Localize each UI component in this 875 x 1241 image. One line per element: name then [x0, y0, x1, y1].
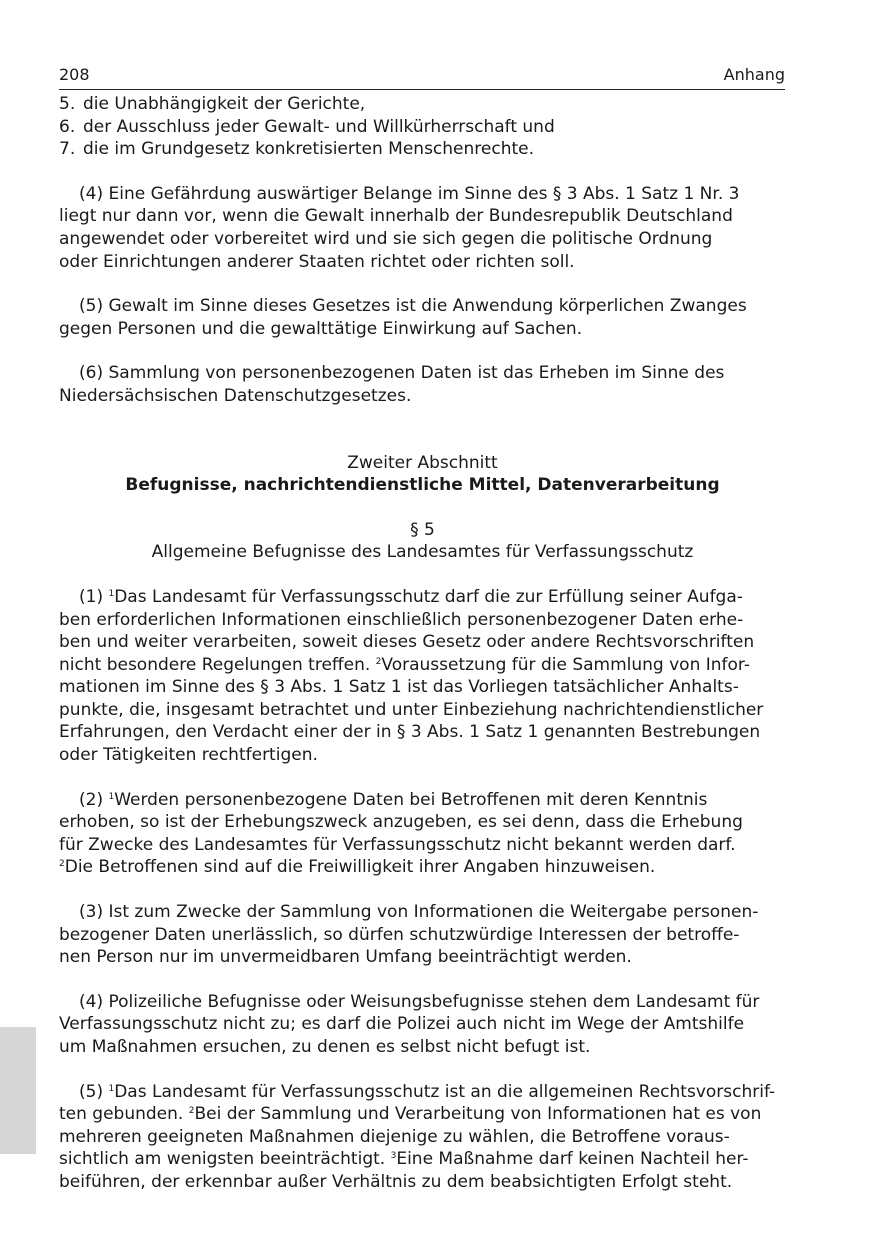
- section5-paragraph-2: (2) $^1$Werden personenbezogene Daten bei Betroffenen mit deren Kenntnis erhoben, so ist der Erhebungszweck anzugeben, es sei denn, dass die Erhebung für Zwecke des Landesamtes für Verfassungsschutz nicht bekannt werden darf. $^2$Die Betroffenen sind auf die Freiwilligkeit ihrer Angaben hinzuweisen.: [59, 789, 743, 878]
- thumb-index-tab: [0, 1027, 36, 1154]
- list-item: 5. die Unabhängigkeit der Gerichte,: [59, 94, 366, 114]
- paragraph-6: (6) Sammlung von personenbezogenen Daten ist das Erheben im Sinne des Niedersächsischen Datenschutzgesetzes.: [59, 363, 725, 406]
- list-item: 6. der Ausschluss jeder Gewalt- und Willkürherrschaft und: [59, 116, 555, 137]
- section5-paragraph-4: (4) Polizeiliche Befugnisse oder Weisungsbefugnisse stehen dem Landesamt für Verfassungsschutz nicht zu; es darf die Polizei auch nicht im Wege der Amtshilfe um Maßnahmen ersuchen, zu denen es selbst nicht befugt ist.: [59, 991, 760, 1057]
- page-body: [59, 93, 786, 1194]
- chapter-title: Befugnisse, nachrichtendienstliche Mittel, Datenverarbeitung: [125, 475, 720, 496]
- paragraph-5: (5) Gewalt im Sinne dieses Gesetzes ist die Anwendung körperlichen Zwanges gegen Personen und die gewalttätige Einwirkung auf Sachen.: [59, 296, 747, 339]
- chapter-label: Zweiter Abschnitt: [347, 452, 498, 473]
- list-item: 7. die im Grundgesetz konkretisierten Menschenrechte.: [59, 139, 535, 160]
- running-section-title: Anhang: [723, 65, 785, 84]
- running-header: [59, 65, 785, 90]
- paragraph-4: (4) Eine Gefährdung auswärtiger Belange im Sinne des § 3 Abs. 1 Satz 1 Nr. 3 liegt nur dann vor, wenn die Gewalt innerhalb der Bundesrepublik Deutschland angewendet oder vorbereitet wird und sie sich gegen die politische Ordnung oder Einrichtungen anderer Staaten richtet oder richten soll.: [59, 183, 740, 272]
- page-number: 208: [59, 65, 90, 84]
- numbered-list: [59, 93, 786, 161]
- section5-paragraph-1: (1) $^1$Das Landesamt für Verfassungsschutz darf die zur Erfüllung seiner Aufga- ben erforderlichen Informationen einschließlich personenbezogener Daten erhe- ben und weiter verarbeiten, soweit dieses Gesetz oder andere Rechtsvorschriften nicht besondere Regelungen treffen. $^2$Voraussetzung für die Sammlung von Infor- mationen im Sinne des § 3 Abs. 1 Satz 1 ist das Vorliegen tatsächlicher Anhalts- punkte, die, insgesamt betrachtet und unter Einbeziehung nachrichtendienstlicher Erfahrungen, den Verdacht einer der in § 3 Abs. 1 Satz 1 genannten Bestrebungen oder Tätigkeiten rechtfertigen.: [59, 586, 764, 766]
- section-title: Allgemeine Befugnisse des Landesamtes für Verfassungsschutz: [151, 542, 694, 563]
- section5-paragraph-3: (3) Ist zum Zwecke der Sammlung von Informationen die Weitergabe personen- bezogener Daten unerlässlich, so dürfen schutzwürdige Interessen der betroffe- nen Person nur im unvermeidbaren Umfang beeinträchtigt werden.: [59, 902, 759, 968]
- section5-paragraph-5: (5) $^1$Das Landesamt für Verfassungsschutz ist an die allgemeinen Rechtsvorschrif- ten gebunden. $^2$Bei der Sammlung und Verarbeitung von Informationen hat es von mehreren geeigneten Maßnahmen diejenige zu wählen, die Betroffene voraus- sichtlich am wenigsten beeinträchtigt. $^3$Eine Maßnahme darf keinen Nachteil her- beiführen, der erkennbar außer Verhältnis zu dem beabsichtigten Erfolgt steht.: [59, 1081, 776, 1192]
- section-number: § 5: [410, 519, 435, 540]
